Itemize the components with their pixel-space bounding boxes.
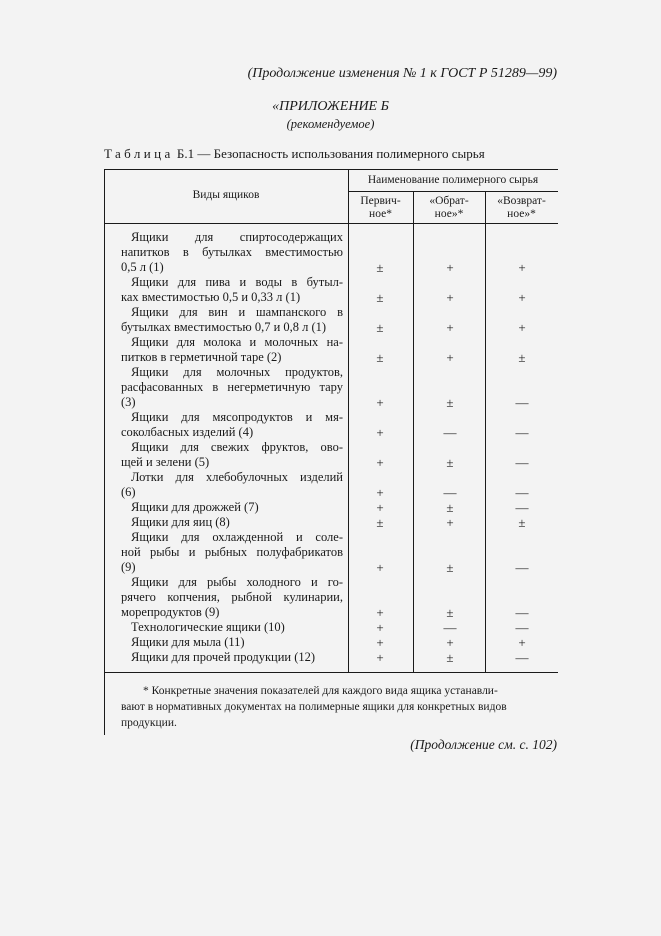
row-label-line: щей и зелени (5) xyxy=(121,455,210,469)
table-cell-mark: + xyxy=(376,500,384,515)
table-cell-mark: + xyxy=(376,605,384,620)
row-label-line: Ящики для дрожжей (7) xyxy=(131,500,259,514)
row-label-line: питков в герметичной таре (2) xyxy=(121,350,282,364)
row-label-line: Технологические ящики (10) xyxy=(131,620,285,634)
table-row-label xyxy=(121,500,343,515)
row-label-line: Ящики для охлажденной и соле- xyxy=(131,530,343,544)
table-row-label xyxy=(121,650,343,665)
table-cell-mark: + xyxy=(446,515,454,530)
table-cell-mark: ± xyxy=(376,260,384,275)
col-type-header: Виды ящиков xyxy=(192,189,260,201)
row-label-line: Ящики для прочей продукции (12) xyxy=(131,650,316,664)
table-row-label xyxy=(121,305,343,335)
subheader-return-line-2: ное»* xyxy=(434,208,464,220)
appendix-subtitle: (рекомендуемое) xyxy=(286,117,375,131)
table-row-label xyxy=(121,440,343,470)
row-label-line: ной рыбы и рыбных полуфабрикатов xyxy=(121,545,343,559)
continued-note: (Продолжение см. с. 102) xyxy=(410,737,557,752)
table-cell-mark: + xyxy=(376,635,384,650)
table-cell-mark: — xyxy=(443,425,457,440)
table-row-label xyxy=(121,635,343,650)
row-label-line: (3) xyxy=(121,395,136,409)
table-row-label xyxy=(121,575,343,620)
table-caption-word: Таблица xyxy=(104,146,174,161)
footnote-line-1: * Конкретные значения показателей для каждого вида ящика устанавли- xyxy=(143,685,498,697)
row-label-line: ках вместимостью 0,5 и 0,33 л (1) xyxy=(121,290,301,304)
table-cell-mark: + xyxy=(376,425,384,440)
row-label-line: Ящики для молока и молочных на- xyxy=(131,335,343,349)
table-cell-mark: — xyxy=(515,485,529,500)
table-cell-mark: — xyxy=(515,620,529,635)
row-label-line: (9) xyxy=(121,560,136,574)
subheader-primary-line-2: ное* xyxy=(369,208,392,220)
table-caption-text: Б.1 — Безопасность использования полимерного сырья xyxy=(176,146,485,161)
table-row-label xyxy=(121,230,343,275)
table-row-label xyxy=(121,530,343,575)
table-cell-mark: + xyxy=(446,350,454,365)
row-label-line: морепродуктов (9) xyxy=(121,605,220,619)
row-label-line: 0,5 л (1) xyxy=(121,260,164,274)
table-cell-mark: + xyxy=(518,260,526,275)
row-label-line: (6) xyxy=(121,485,136,499)
table-row-label xyxy=(121,620,343,635)
row-label-line: Ящики для пива и воды в бутыл- xyxy=(131,275,343,289)
table-cell-mark: ± xyxy=(376,320,384,335)
table-cell-mark: — xyxy=(515,650,529,665)
column-divider-1 xyxy=(348,169,349,672)
subheader-primary-line-1: Первич- xyxy=(360,195,401,207)
table-row-label xyxy=(121,365,343,410)
table-cell-mark: ± xyxy=(376,290,384,305)
row-label-line: рячего копчения, рыбной кулинарии, xyxy=(121,590,343,604)
table-cell-mark: + xyxy=(446,260,454,275)
row-label-line: расфасованных в негерметичную тару xyxy=(121,380,343,394)
table-cell-mark: + xyxy=(518,635,526,650)
table-cell-mark: + xyxy=(376,395,384,410)
table-row-label xyxy=(121,410,343,440)
table-cell-mark: + xyxy=(376,620,384,635)
table-row-label xyxy=(121,275,343,305)
table-left-border xyxy=(104,169,105,735)
table-cell-mark: ± xyxy=(446,500,454,515)
table-cell-mark: ± xyxy=(518,350,526,365)
subheader-recycled-line-1: «Возврат- xyxy=(497,195,546,207)
row-label-line: соколбасных изделий (4) xyxy=(121,425,254,439)
table-cell-mark: ± xyxy=(446,560,454,575)
footnote-line-2: вают в нормативных документах на полимерные ящики для конкретных видов xyxy=(121,701,507,713)
row-label-line: Ящики для вин и шампанского в xyxy=(131,305,343,319)
table-cell-mark: ± xyxy=(446,395,454,410)
table-cell-mark: ± xyxy=(518,515,526,530)
subheader-return-line-1: «Обрат- xyxy=(429,195,469,207)
table-cell-mark: — xyxy=(515,560,529,575)
table-cell-mark: — xyxy=(515,425,529,440)
table-cell-mark: — xyxy=(515,500,529,515)
table-row-label xyxy=(121,515,343,530)
table-cell-mark: + xyxy=(518,290,526,305)
table-cell-mark: + xyxy=(376,455,384,470)
table-row-label xyxy=(121,470,343,500)
column-divider-2 xyxy=(413,191,414,672)
table-cell-mark: ± xyxy=(446,455,454,470)
table-top-border xyxy=(104,169,558,170)
table-cell-mark: — xyxy=(443,485,457,500)
row-label-line: Лотки для хлебобулочных изделий xyxy=(131,470,343,484)
table-row-label xyxy=(121,335,343,365)
table-cell-mark: + xyxy=(446,635,454,650)
subheader-return xyxy=(413,195,485,221)
table-cell-mark: + xyxy=(376,560,384,575)
subheader-recycled xyxy=(485,195,558,221)
table-cell-mark: ± xyxy=(376,515,384,530)
appendix-title: «ПРИЛОЖЕНИЕ Б xyxy=(272,99,389,114)
header-bottom-border xyxy=(104,223,558,224)
group-header-divider xyxy=(348,191,558,192)
table-cell-mark: + xyxy=(376,650,384,665)
table-cell-mark: ± xyxy=(446,605,454,620)
table-cell-mark: ± xyxy=(376,350,384,365)
footnote-divider xyxy=(104,672,558,673)
row-label-line: Ящики для молочных продуктов, xyxy=(131,365,343,379)
row-label-line: Ящики для спиртосодержащих xyxy=(131,230,343,244)
subheader-primary xyxy=(348,195,413,221)
table-cell-mark: — xyxy=(443,620,457,635)
column-divider-3 xyxy=(485,191,486,672)
row-label-line: Ящики для мясопродуктов и мя- xyxy=(131,410,343,424)
row-label-line: Ящики для мыла (11) xyxy=(131,635,245,649)
table-cell-mark: — xyxy=(515,605,529,620)
table-cell-mark: + xyxy=(446,320,454,335)
table-cell-mark: + xyxy=(518,320,526,335)
safety-table xyxy=(104,169,558,735)
row-label-line: Ящики для рыбы холодного и го- xyxy=(131,575,343,589)
row-label-line: Ящики для свежих фруктов, ово- xyxy=(131,440,343,454)
table-cell-mark: + xyxy=(376,485,384,500)
subheader-recycled-line-2: ное»* xyxy=(507,208,536,220)
col-group-header: Наименование полимерного сырья xyxy=(367,174,539,186)
row-label-line: бутылках вместимостью 0,7 и 0,8 л (1) xyxy=(121,320,327,334)
table-cell-mark: + xyxy=(446,290,454,305)
row-label-line: напитков в бутылках вместимостью xyxy=(121,245,343,259)
table-footnote xyxy=(121,683,557,731)
continuation-note: (Продолжение изменения № 1 к ГОСТ Р 51289—99) xyxy=(247,66,557,81)
row-label-line: Ящики для яиц (8) xyxy=(131,515,230,529)
table-cell-mark: — xyxy=(515,455,529,470)
footnote-line-3: продукции. xyxy=(121,717,177,729)
table-caption xyxy=(104,146,485,162)
table-cell-mark: — xyxy=(515,395,529,410)
table-cell-mark: ± xyxy=(446,650,454,665)
